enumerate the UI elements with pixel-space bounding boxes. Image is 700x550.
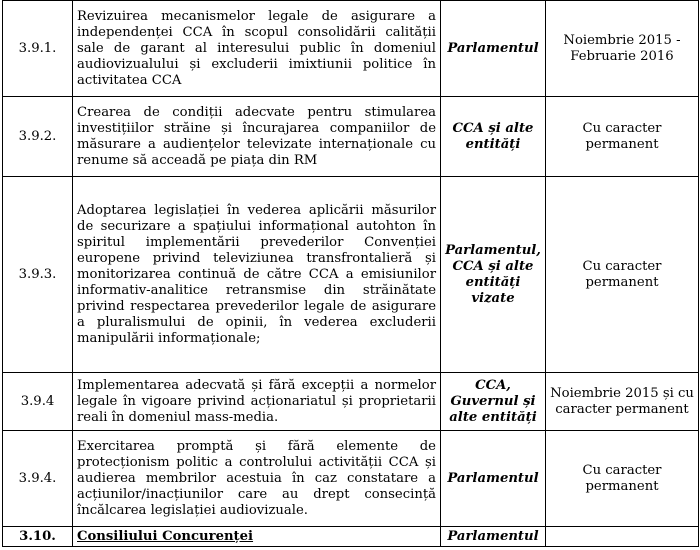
deadline: Cu caracter permanent (546, 177, 699, 373)
row-number: 3.9.3. (3, 177, 73, 373)
section-heading: Consiliului Concurenței (73, 527, 441, 547)
row-number: 3.9.2. (3, 97, 73, 177)
responsible-entity: CCA, Guvernul și alte entități (441, 373, 546, 431)
responsible-entity: Parlamentul (441, 431, 546, 527)
row-number: 3.9.4. (3, 431, 73, 527)
action-plan-table (2, 0, 699, 547)
deadline: Cu caracter permanent (546, 97, 699, 177)
measure-description: Exercitarea promptă și fără elemente de protecționism politic a controlului activității CCA și audierea membrilor acestuia în caz constatare a acțiunilor/inacțiunilor care au drept consecință încălcarea legislației audiovizuale. (73, 431, 441, 527)
deadline: Noiembrie 2015 - Februarie 2016 (546, 1, 699, 97)
measure-description: Adoptarea legislației în vederea aplicării măsurilor de securizare a spațiului informațional autohton în spiritul implementării prevederilor Convenției europene privind televiziunea transfrontalieră și monitorizarea continuă de către CCA a emisiunilor informativ-analitice retransmise din străinătate privind respectarea prevederilor legale de asigurare a pluralismului de opinii, în vederea excluderii manipulării informaționale; (73, 177, 441, 373)
table-row (3, 1, 699, 97)
deadline: Noiembrie 2015 și cu caracter permanent (546, 373, 699, 431)
measure-description: Implementarea adecvată și fără excepții a normelor legale în vigoare privind acționariatul și proprietarii reali în domeniul mass-media. (73, 373, 441, 431)
table-row (3, 177, 699, 373)
measure-description: Crearea de condiții adecvate pentru stimularea investițiilor străine și încurajarea companiilor de măsurare a audiențelor televizate internaționale cu renume să acceadă pe piața din RM (73, 97, 441, 177)
row-number: 3.9.4 (3, 373, 73, 431)
responsible-entity: Parlamentul (441, 1, 546, 97)
row-number: 3.9.1. (3, 1, 73, 97)
measure-description: Revizuirea mecanismelor legale de asigurare a independenței CCA în scopul consolidării calității sale de garant al interesului public în domeniul audiovizualului și excluderii imixtiunii politice în activitatea CCA (73, 1, 441, 97)
table-row (3, 97, 699, 177)
table-row (3, 373, 699, 431)
responsible-entity: Parlamentul, CCA și alte entități vizate (441, 177, 546, 373)
table-row (3, 431, 699, 527)
responsible-entity: Parlamentul (441, 527, 546, 547)
table-row (3, 527, 699, 547)
section-number: 3.10. (3, 527, 73, 547)
responsible-entity: CCA și alte entități (441, 97, 546, 177)
deadline (546, 527, 699, 547)
deadline: Cu caracter permanent (546, 431, 699, 527)
